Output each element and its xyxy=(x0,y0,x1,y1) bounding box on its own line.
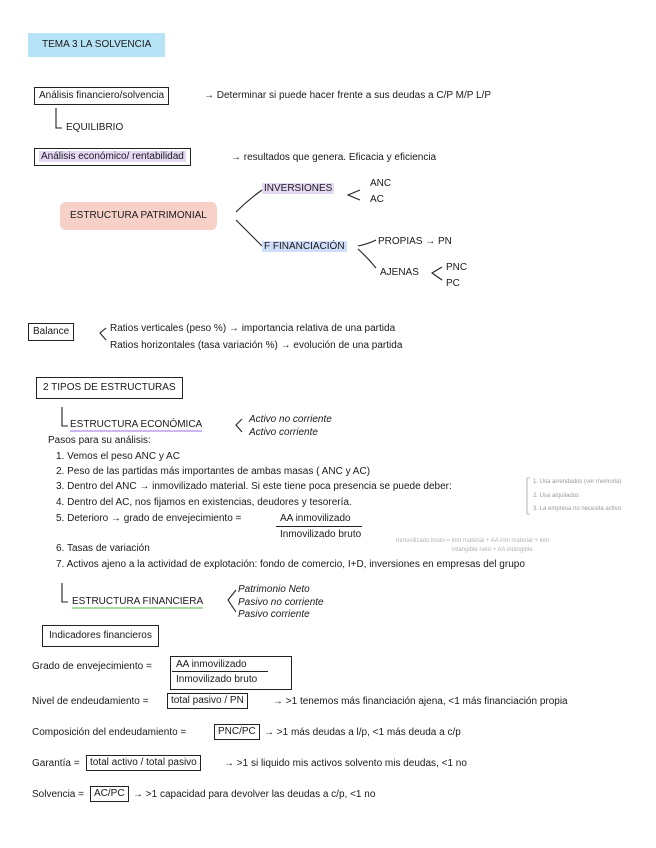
side-note-2: 2. Usa alquilados xyxy=(533,493,580,499)
ajenas-label: AJENAS xyxy=(380,267,419,278)
estructura-patrimonial-box xyxy=(60,202,217,230)
solvencia-formula: AC/PC xyxy=(90,786,129,802)
step-4: 4. Dentro del AC, nos fijamos en existencias, deudores y tesorería. xyxy=(56,497,352,508)
analisis-financiero-desc: → Determinar si puede hacer frente a sus deudas a C/P M/P L/P xyxy=(204,90,492,101)
pc-label: PC xyxy=(446,278,460,289)
equilibrio-label: EQUILIBRIO xyxy=(66,122,124,133)
step-6: 6. Tasas de variación xyxy=(56,543,150,554)
solvencia-label: Solvencia = xyxy=(32,789,84,800)
eco-item-anc: Activo no corriente xyxy=(249,414,332,425)
analisis-economico-box xyxy=(34,148,191,166)
analisis-economico-label: Análisis económico/ rentabilidad xyxy=(41,151,184,162)
grado-numerator: AA inmovilizado xyxy=(176,659,247,670)
garantia-desc: → >1 si liquido mis activos solvento mis deudas, <1 no xyxy=(224,758,467,769)
comp-formula: PNC/PC xyxy=(214,724,260,740)
solvencia-desc: → >1 capacidad para devolver las deudas a c/p, <1 no xyxy=(133,789,376,800)
step-7: 7. Activos ajeno a la actividad de explotación: fondo de comercio, I+D, inversiones en empresas del grupo xyxy=(56,559,525,570)
anc-label: ANC xyxy=(370,178,392,189)
step-5: 5. Deterioro → grado de envejecimiento = xyxy=(56,513,242,524)
tipos-box xyxy=(36,377,183,399)
side-note-1: 1. Usa arrendados (ver memoria) xyxy=(533,479,622,485)
financiacion-label: F FINANCIACIÓN xyxy=(264,241,345,252)
estructura-patrimonial-label: ESTRUCTURA PATRIMONIAL xyxy=(70,210,207,221)
step-2: 2. Peso de las partidas más importantes de ambas masas ( ANC y AC) xyxy=(56,466,371,477)
step-3: 3. Dentro del ANC → inmovilizado material. Si este tiene poca presencia se puede deber: xyxy=(56,481,452,492)
garantia-label: Garantía = xyxy=(32,758,80,769)
nivel-label: Nivel de endeudamiento = xyxy=(32,696,149,707)
grado-denominator: Inmovilizado bruto xyxy=(176,674,258,685)
propias-label: PROPIAS → PN xyxy=(378,236,452,247)
estructura-financiera-label: ESTRUCTURA FINANCIERA xyxy=(72,596,204,607)
balance-label: Balance xyxy=(33,326,70,337)
tipos-label: 2 TIPOS DE ESTRUCTURAS xyxy=(43,382,176,393)
fin-item-pn: Patrimonio Neto xyxy=(238,584,310,595)
step5-numerator: AA inmovilizado xyxy=(280,513,351,524)
indicadores-label: Indicadores financieros xyxy=(49,630,152,641)
nivel-desc: → >1 tenemos más financiación ajena, <1 más financiación propia xyxy=(273,696,568,707)
ac-label: AC xyxy=(370,194,384,205)
indicadores-box xyxy=(42,625,159,647)
page-title: TEMA 3 LA SOLVENCIA xyxy=(28,33,165,57)
grado-fraction-bar xyxy=(172,671,268,672)
balance-box xyxy=(28,323,74,341)
faint-note-1: Inmovilizado bruto = inm material + AA inm material + inm xyxy=(396,538,550,544)
pnc-label: PNC xyxy=(446,262,468,273)
eco-item-ac: Activo corriente xyxy=(249,427,318,438)
fin-item-pc: Pasivo corriente xyxy=(238,609,310,620)
garantia-formula: total activo / total pasivo xyxy=(86,755,201,771)
analisis-financiero-label: Análisis financiero/solvencia xyxy=(39,90,165,101)
grado-label: Grado de envejecimiento = xyxy=(32,661,152,672)
balance-line1: Ratios verticales (peso %) → importancia relativa de una partida xyxy=(110,323,396,334)
step-1: 1. Vemos el peso ANC y AC xyxy=(56,451,180,462)
comp-label: Composición del endeudamiento = xyxy=(32,727,187,738)
estructura-economica-label: ESTRUCTURA ECONÓMICA xyxy=(70,419,203,430)
fin-item-pnc: Pasivo no corriente xyxy=(238,597,324,608)
faint-note-2: intangible neto + AA intangible xyxy=(452,547,533,553)
analisis-economico-desc: → resultados que genera. Eficacia y eficiencia xyxy=(231,152,437,163)
side-note-3: 3. La empresa no necesita activo xyxy=(533,506,622,512)
nivel-formula: total pasivo / PN xyxy=(167,693,248,709)
step5-denominator: Inmovilizado bruto xyxy=(280,529,362,540)
comp-desc: → >1 más deudas a l/p, <1 más deuda a c/p xyxy=(264,727,461,738)
pasos-label: Pasos para su análisis: xyxy=(48,435,151,446)
inversiones-label: INVERSIONES xyxy=(264,183,333,194)
balance-line2: Ratios horizontales (tasa variación %) → evolución de una partida xyxy=(110,340,403,351)
analisis-financiero-box xyxy=(34,87,169,105)
step5-fraction-bar xyxy=(276,526,362,527)
